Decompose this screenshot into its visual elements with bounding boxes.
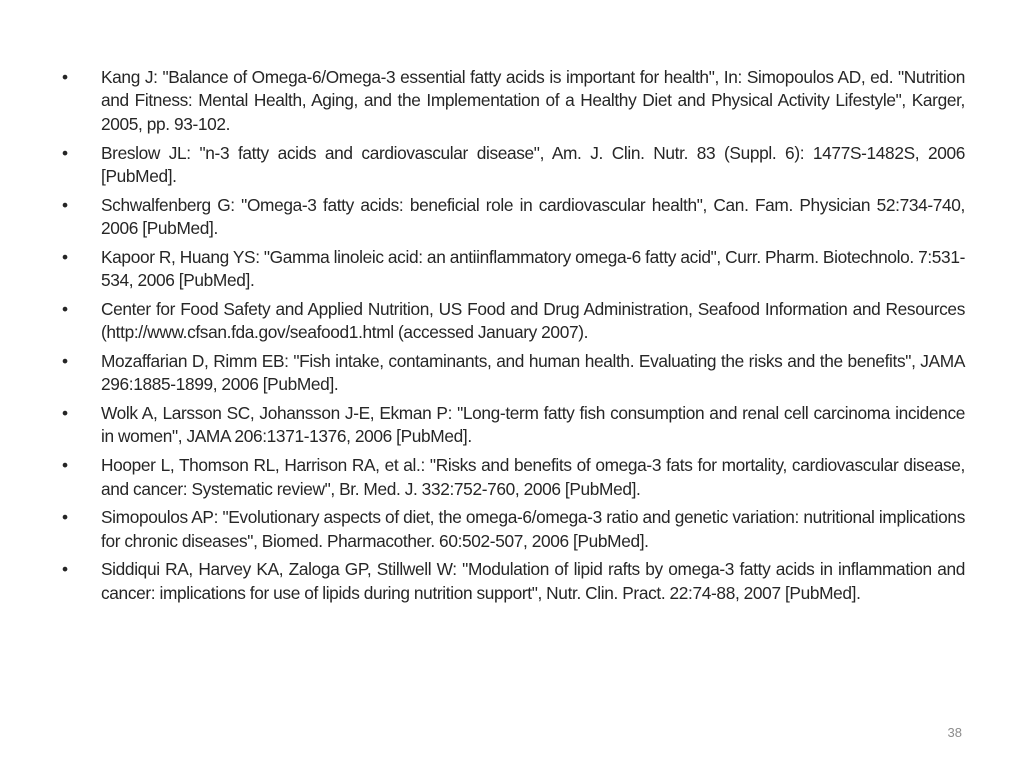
reference-item xyxy=(58,194,965,241)
reference-item xyxy=(58,454,965,501)
reference-text: Schwalfenberg G: "Omega-3 fatty acids: beneficial role in cardiovascular health", Can. Fam. Physician 52:734-740, 2006 [PubMed]. xyxy=(101,194,965,239)
bullet-icon: • xyxy=(62,246,68,267)
reference-text: Siddiqui RA, Harvey KA, Zaloga GP, Stillwell W: "Modulation of lipid rafts by omega-3 fatty acids in inflammation and cancer: implications for use of lipids during nutrition support", Nutr. Clin. Pract. 22:74-88, 2007 [PubMed]. xyxy=(101,559,965,603)
reference-text: Mozaffarian D, Rimm EB: "Fish intake, contaminants, and human health. Evaluating the risks and the benefits", JAMA 296:1885-1899, 2006 [PubMed]. xyxy=(101,350,965,395)
bullet-icon: • xyxy=(62,67,68,87)
reference-item xyxy=(58,66,965,136)
reference-item xyxy=(58,350,965,397)
bullet-icon: • xyxy=(62,559,68,580)
reference-item xyxy=(58,558,965,605)
bullet-icon: • xyxy=(62,298,68,319)
reference-item xyxy=(58,402,965,449)
reference-item xyxy=(58,506,965,553)
bullet-icon: • xyxy=(62,194,68,215)
reference-list xyxy=(58,66,965,611)
reference-item xyxy=(58,298,965,345)
reference-text: Kapoor R, Huang YS: "Gamma linoleic acid: an antiinflammatory omega-6 fatty acid", Curr. Pharm. Biotechnolo. 7:531-534, 2006 [PubMed]. xyxy=(101,246,965,291)
reference-item xyxy=(58,246,965,293)
page-number: 38 xyxy=(947,725,962,740)
bullet-icon: • xyxy=(62,403,68,424)
reference-text: Breslow JL: "n-3 fatty acids and cardiovascular disease", Am. J. Clin. Nutr. 83 (Suppl. 6): 1477S-1482S, 2006 [PubMed]. xyxy=(101,142,965,186)
reference-text: Wolk A, Larsson SC, Johansson J-E, Ekman P: "Long-term fatty fish consumption and renal cell carcinoma incidence in women", JAMA 206:1371-1376, 2006 [PubMed]. xyxy=(101,403,965,447)
reference-text: Simopoulos AP: "Evolutionary aspects of diet, the omega-6/omega-3 ratio and genetic variation: nutritional implications for chronic diseases", Biomed. Pharmacother. 60:502-507, 2006 [PubMed]. xyxy=(101,507,965,551)
bullet-icon: • xyxy=(62,350,68,371)
reference-text: Center for Food Safety and Applied Nutrition, US Food and Drug Administration, Seafood Information and Resources (http://www.cfsan.fda.gov/seafood1.html (accessed January 2007). xyxy=(101,298,965,343)
reference-text: Hooper L, Thomson RL, Harrison RA, et al.: "Risks and benefits of omega-3 fats for mortality, cardiovascular disease, and cancer: Systematic review", Br. Med. J. 332:752-760, 2006 [PubMed]. xyxy=(101,455,965,499)
reference-text: Kang J: "Balance of Omega-6/Omega-3 essential fatty acids is important for health", In: Simopoulos AD, ed. "Nutrition and Fitness: Mental Health, Aging, and the Implementation of a Healthy Diet and Physical Activity Lifestyle", Karger, 2005, pp. 93-102. xyxy=(101,67,965,134)
bullet-icon: • xyxy=(62,142,68,163)
reference-item xyxy=(58,142,965,189)
bullet-icon: • xyxy=(62,455,68,476)
bullet-icon: • xyxy=(62,507,68,528)
